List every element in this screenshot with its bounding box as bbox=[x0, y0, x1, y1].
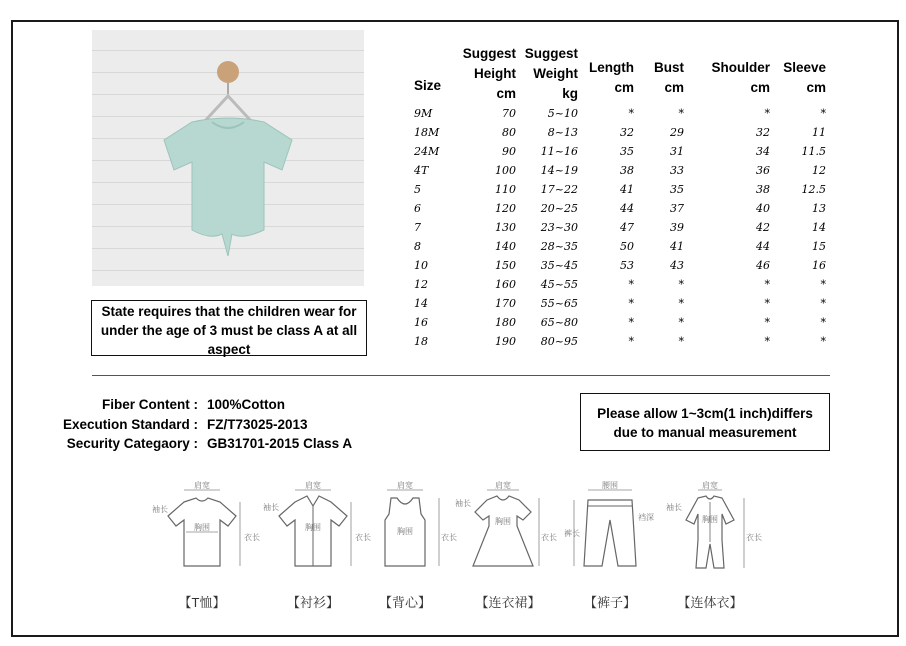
shirt-diagram bbox=[263, 480, 371, 580]
table-cell: 23~30 bbox=[540, 221, 578, 234]
table-row bbox=[414, 199, 826, 218]
table-cell: * bbox=[764, 278, 770, 291]
shirt-caption: 【衬衫】 bbox=[286, 595, 339, 610]
notice-line: State requires that the children wear for bbox=[101, 304, 357, 319]
table-row bbox=[414, 104, 826, 123]
length-label: 衣长 bbox=[746, 533, 762, 542]
table-row bbox=[414, 294, 826, 313]
table-cell: * bbox=[678, 107, 684, 120]
col-bust: Bust cm bbox=[654, 60, 684, 95]
table-cell: 130 bbox=[495, 221, 516, 234]
table-cell: 17~22 bbox=[540, 183, 578, 196]
table-cell: 20~25 bbox=[540, 202, 578, 215]
table-cell: 170 bbox=[495, 297, 516, 310]
table-cell: 41 bbox=[620, 183, 634, 196]
table-cell: 190 bbox=[495, 335, 516, 348]
table-cell: 50 bbox=[620, 240, 634, 253]
table-cell: 180 bbox=[495, 316, 516, 329]
shoulder-label: 肩宽 bbox=[495, 481, 511, 490]
security-category-value: GB31701-2015 Class A bbox=[207, 436, 353, 451]
table-cell: 47 bbox=[620, 221, 634, 234]
table-cell: 37 bbox=[670, 202, 684, 215]
spec-values bbox=[207, 395, 352, 454]
table-cell: 33 bbox=[670, 164, 684, 177]
table-cell: 11.5 bbox=[801, 145, 826, 158]
col-sleeve: Sleeve cm bbox=[783, 60, 826, 95]
table-header-row bbox=[414, 44, 826, 104]
table-cell: 9M bbox=[414, 107, 433, 120]
table-cell: 5~10 bbox=[547, 107, 578, 120]
col-length: Length cm bbox=[589, 60, 634, 95]
table-cell: * bbox=[628, 316, 634, 329]
sleeve-label: 袖长 bbox=[152, 505, 168, 514]
table-cell: 80 bbox=[502, 126, 516, 139]
table-cell: 46 bbox=[756, 259, 770, 272]
table-cell: * bbox=[764, 297, 770, 310]
table-cell: 42 bbox=[756, 221, 770, 234]
table-row bbox=[414, 275, 826, 294]
table-cell: 12 bbox=[414, 278, 428, 291]
table-cell: 12 bbox=[812, 164, 826, 177]
chest-label: 胸围 bbox=[397, 527, 413, 536]
table-cell: 16 bbox=[812, 259, 826, 272]
table-cell: 11~16 bbox=[540, 145, 578, 158]
table-row bbox=[414, 180, 826, 199]
table-cell: 32 bbox=[620, 126, 634, 139]
fiber-content-label: Fiber Content : bbox=[102, 397, 198, 412]
length-label: 衣长 bbox=[441, 533, 457, 542]
table-cell: 32 bbox=[756, 126, 770, 139]
table-row bbox=[414, 332, 826, 351]
tshirt-diagram bbox=[152, 480, 260, 580]
vest-diagram bbox=[355, 480, 455, 580]
shoulder-label: 肩宽 bbox=[397, 481, 413, 490]
sleeve-label: 袖长 bbox=[666, 503, 682, 512]
allowance-line: due to manual measurement bbox=[613, 425, 797, 440]
table-cell: * bbox=[678, 278, 684, 291]
table-cell: 12.5 bbox=[801, 183, 826, 196]
table-cell: 15 bbox=[812, 240, 826, 253]
table-cell: 4T bbox=[414, 164, 429, 177]
section-divider bbox=[92, 375, 830, 376]
table-cell: * bbox=[764, 316, 770, 329]
pants-length-label: 裤长 bbox=[564, 529, 580, 538]
table-row bbox=[414, 161, 826, 180]
chest-label: 胸围 bbox=[305, 523, 321, 532]
size-chart-body bbox=[414, 104, 826, 351]
execution-standard-label: Execution Standard : bbox=[62, 416, 198, 432]
table-cell: * bbox=[764, 107, 770, 120]
table-cell: 39 bbox=[670, 221, 684, 234]
col-shoulder: Shoulder cm bbox=[711, 60, 770, 95]
tshirt-caption: 【T恤】 bbox=[178, 595, 226, 610]
table-cell: 80~95 bbox=[540, 335, 578, 348]
table-cell: 14 bbox=[414, 297, 428, 310]
spec-labels bbox=[56, 395, 198, 454]
table-cell: 8 bbox=[414, 240, 421, 253]
romper-diagram bbox=[660, 480, 760, 580]
length-label: 衣长 bbox=[541, 533, 557, 542]
table-cell: 35 bbox=[620, 145, 634, 158]
product-photo bbox=[92, 30, 364, 286]
table-cell: 14~19 bbox=[540, 164, 578, 177]
table-cell: 6 bbox=[414, 202, 421, 215]
dress-caption: 【连衣裙】 bbox=[475, 595, 541, 610]
measurement-allowance-note bbox=[580, 393, 830, 451]
col-weight: Suggest Weight kg bbox=[524, 46, 578, 101]
table-cell: 45~55 bbox=[540, 278, 578, 291]
table-cell: 53 bbox=[620, 259, 634, 272]
length-label: 衣长 bbox=[355, 533, 371, 542]
table-cell: * bbox=[628, 107, 634, 120]
table-cell: 65~80 bbox=[540, 316, 578, 329]
shoulder-label: 肩宽 bbox=[702, 481, 718, 490]
length-label: 衣长 bbox=[244, 533, 260, 542]
table-cell: 110 bbox=[495, 183, 516, 196]
table-cell: 41 bbox=[670, 240, 684, 253]
table-cell: 38 bbox=[620, 164, 634, 177]
table-cell: 18 bbox=[414, 335, 428, 348]
table-cell: 40 bbox=[756, 202, 770, 215]
table-row bbox=[414, 256, 826, 275]
notice-line: aspect bbox=[207, 342, 251, 357]
table-cell: 150 bbox=[495, 259, 516, 272]
execution-standard-value: FZ/T73025-2013 bbox=[207, 416, 308, 432]
table-cell: * bbox=[820, 107, 826, 120]
table-cell: * bbox=[820, 316, 826, 329]
table-cell: 24M bbox=[414, 145, 440, 158]
table-cell: * bbox=[820, 278, 826, 291]
fiber-content-value: 100%Cotton bbox=[207, 397, 286, 412]
table-cell: 120 bbox=[495, 202, 516, 215]
table-cell: 8~13 bbox=[547, 126, 578, 139]
col-size: Size bbox=[414, 78, 442, 93]
table-cell: * bbox=[678, 316, 684, 329]
table-cell: 29 bbox=[670, 126, 684, 139]
table-cell: 10 bbox=[414, 259, 428, 272]
shoulder-label: 肩宽 bbox=[194, 481, 210, 490]
pants-diagram bbox=[560, 480, 660, 580]
size-chart-table bbox=[414, 44, 826, 351]
table-cell: 35 bbox=[670, 183, 684, 196]
security-category-label: Security Categaory : bbox=[66, 436, 198, 451]
table-cell: 11 bbox=[812, 126, 826, 139]
table-cell: 43 bbox=[670, 259, 684, 272]
table-row bbox=[414, 313, 826, 332]
waist-label: 腰围 bbox=[602, 481, 618, 490]
table-cell: * bbox=[628, 335, 634, 348]
table-cell: 28~35 bbox=[540, 240, 578, 253]
table-cell: 14 bbox=[812, 221, 826, 234]
table-cell: * bbox=[628, 278, 634, 291]
table-cell: 70 bbox=[502, 107, 516, 120]
vest-caption: 【背心】 bbox=[378, 595, 431, 610]
shoulder-label: 肩宽 bbox=[305, 481, 321, 490]
table-row bbox=[414, 123, 826, 142]
table-cell: 160 bbox=[495, 278, 516, 291]
chest-label: 胸围 bbox=[194, 523, 210, 532]
table-cell: 90 bbox=[502, 145, 516, 158]
table-cell: 5 bbox=[414, 183, 421, 196]
table-cell: * bbox=[820, 297, 826, 310]
table-cell: 13 bbox=[812, 202, 826, 215]
pants-caption: 【裤子】 bbox=[583, 595, 636, 610]
notice-line: under the age of 3 must be class A at all bbox=[100, 323, 358, 338]
table-cell: 36 bbox=[756, 164, 770, 177]
table-cell: * bbox=[678, 297, 684, 310]
allowance-line: Please allow 1~3cm(1 inch)differs bbox=[597, 406, 813, 421]
table-cell: 7 bbox=[414, 221, 421, 234]
table-cell: 44 bbox=[620, 202, 634, 215]
table-cell: * bbox=[678, 335, 684, 348]
table-cell: 38 bbox=[756, 183, 770, 196]
table-cell: 44 bbox=[756, 240, 770, 253]
sleeve-label: 袖长 bbox=[263, 503, 279, 512]
chest-label: 胸围 bbox=[702, 515, 718, 524]
table-cell: 55~65 bbox=[540, 297, 578, 310]
table-cell: 100 bbox=[495, 164, 516, 177]
col-height: Suggest Height cm bbox=[462, 46, 516, 101]
table-cell: 18M bbox=[414, 126, 440, 139]
table-cell: 31 bbox=[670, 145, 684, 158]
table-row bbox=[414, 218, 826, 237]
table-cell: * bbox=[764, 335, 770, 348]
table-cell: 140 bbox=[495, 240, 516, 253]
sleeve-label: 袖长 bbox=[455, 499, 471, 508]
age-requirement-notice bbox=[91, 300, 367, 356]
dress-diagram bbox=[453, 480, 557, 580]
table-row bbox=[414, 237, 826, 256]
table-cell: * bbox=[628, 297, 634, 310]
table-cell: * bbox=[820, 335, 826, 348]
romper-caption: 【连体衣】 bbox=[677, 595, 743, 610]
table-row bbox=[414, 142, 826, 161]
table-cell: 16 bbox=[414, 316, 428, 329]
rise-label: 裆深 bbox=[638, 513, 654, 522]
table-cell: 35~45 bbox=[540, 259, 578, 272]
tshirt-illustration bbox=[92, 30, 364, 286]
chest-label: 胸围 bbox=[495, 517, 511, 526]
table-cell: 34 bbox=[756, 145, 770, 158]
